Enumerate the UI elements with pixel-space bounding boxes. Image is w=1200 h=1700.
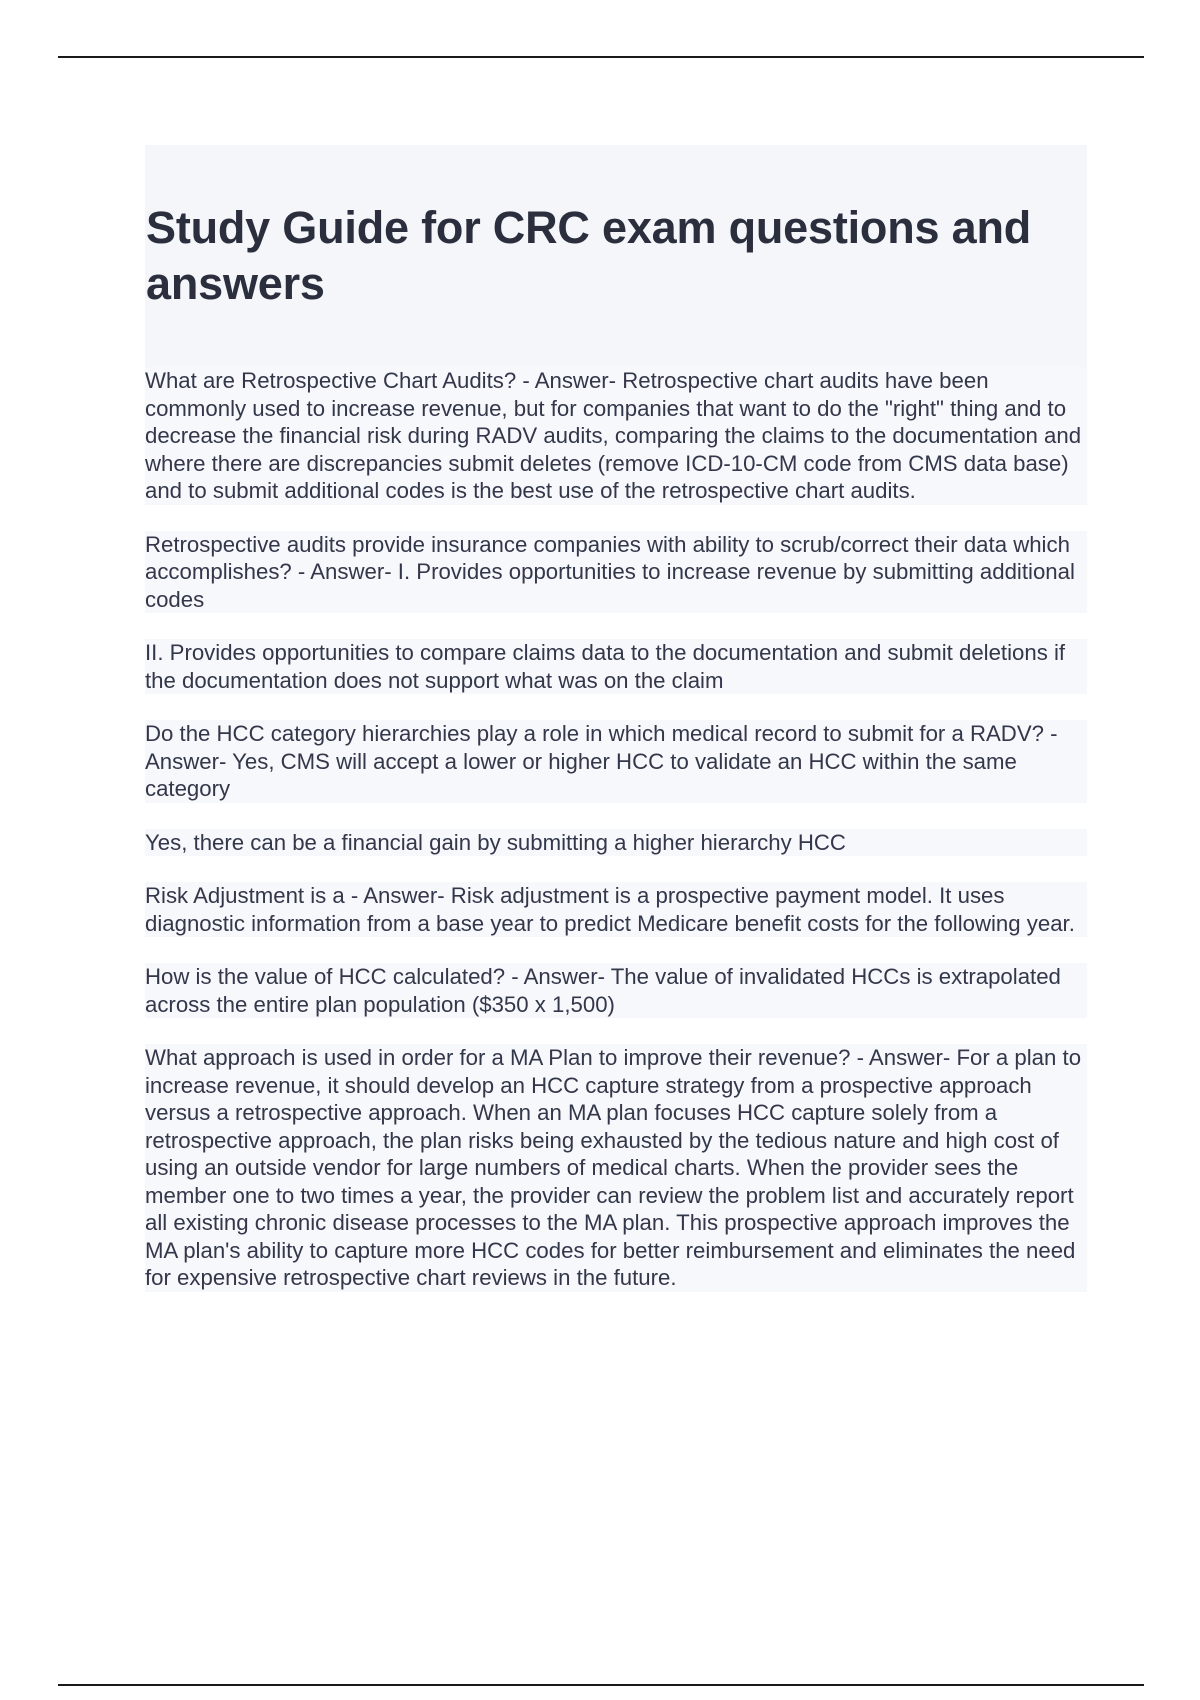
qa-paragraph-retrospective-chart-audits: What are Retrospective Chart Audits? - Answer- Retrospective chart audits have been commonly used to increase revenue, but for companies that want to do the "right" thing and to decrease the financial risk during RADV audits, comparing the claims to the documentation and where there are discrepancies submit deletes (remove ICD-10-CM code from CMS data base) and to submit additional codes is the best use of the retrospective chart audits. (145, 367, 1087, 505)
qa-paragraph-retrospective-audits-accomplish: Retrospective audits provide insurance companies with ability to scrub/correct their data which accomplishes? - Answer- I. Provides opportunities to increase revenue by submitting additional codes (145, 531, 1087, 614)
document-title: Study Guide for CRC exam questions and answers (146, 202, 1032, 309)
qa-paragraph-ma-plan-revenue: What approach is used in order for a MA Plan to improve their revenue? - Answer- For a plan to increase revenue, it should develop an HCC capture strategy from a prospective approach versus a retrospective approach. When an MA plan focuses HCC capture solely from a retrospective approach, the plan risks being exhausted by the tedious nature and high cost of using an outside vendor for large numbers of medical charts. When the provider sees the member one to two times a year, the provider can review the problem list and accurately report all existing chronic disease processes to the MA plan. This prospective approach improves the MA plan's ability to capture more HCC codes for better reimbursement and eliminates the need for expensive retrospective chart reviews in the future. (145, 1044, 1087, 1292)
bottom-rule (58, 1684, 1144, 1686)
top-rule (58, 56, 1144, 58)
qa-paragraph-financial-gain: Yes, there can be a financial gain by submitting a higher hierarchy HCC (145, 829, 1087, 857)
qa-paragraph-risk-adjustment: Risk Adjustment is a - Answer- Risk adjustment is a prospective payment model. It uses diagnostic information from a base year to predict Medicare benefit costs for the following year. (145, 882, 1087, 937)
qa-paragraph-hcc-hierarchies: Do the HCC category hierarchies play a role in which medical record to submit for a RADV? - Answer- Yes, CMS will accept a lower or higher HCC to validate an HCC within the same category (145, 720, 1087, 803)
qa-paragraph-compare-claims: II. Provides opportunities to compare claims data to the documentation and submit deletions if the documentation does not support what was on the claim (145, 639, 1087, 694)
qa-paragraph-hcc-value: How is the value of HCC calculated? - Answer- The value of invalidated HCCs is extrapolated across the entire plan population ($350 x 1,500) (145, 963, 1087, 1018)
qa-list (145, 367, 1087, 1318)
